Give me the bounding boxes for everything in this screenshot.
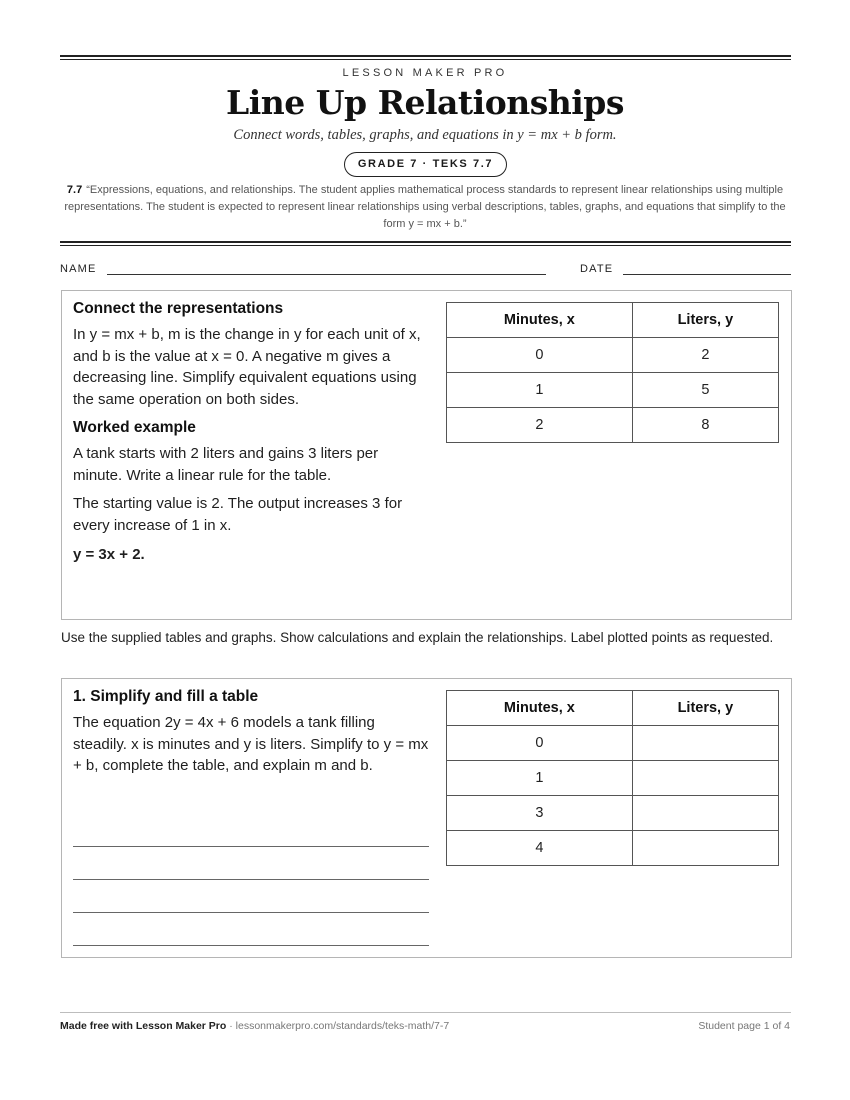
column-header-minutes: Minutes, x — [447, 691, 633, 726]
name-field[interactable] — [107, 274, 546, 275]
footer-url[interactable]: · lessonmakerpro.com/standards/teks-math/7-7 — [226, 1020, 450, 1032]
header-bottom-rule — [60, 241, 791, 246]
table-answer-cell[interactable] — [632, 761, 778, 796]
table-row — [447, 796, 779, 831]
table-answer-cell[interactable] — [632, 796, 778, 831]
problem-1-heading: 1. Simplify and fill a table — [73, 688, 259, 705]
instructions-text: Use the supplied tables and graphs. Show calculations and explain the relationships. Label plotted points as requested. — [61, 630, 774, 645]
table-cell-x: 0 — [447, 338, 633, 373]
answer-line[interactable] — [73, 912, 429, 913]
table-cell-x: 1 — [447, 761, 633, 796]
table-cell-x: 0 — [447, 726, 633, 761]
page-number: Student page 1 of 4 — [698, 1020, 790, 1032]
table-cell-x: 1 — [447, 373, 633, 408]
grade-badge: GRADE 7 · TEKS 7.7 — [344, 152, 507, 177]
table-cell-y: 5 — [632, 373, 778, 408]
date-label: DATE — [580, 263, 614, 275]
table-answer-cell[interactable] — [632, 726, 778, 761]
name-date-row — [60, 263, 791, 279]
table-row — [447, 831, 779, 866]
table-cell-x: 4 — [447, 831, 633, 866]
column-header-liters: Liters, y — [632, 691, 778, 726]
table-cell-x: 3 — [447, 796, 633, 831]
connect-heading: Connect the representations — [73, 300, 284, 317]
worked-example-answer: y = 3x + 2. — [73, 546, 145, 563]
worked-example-heading: Worked example — [73, 419, 196, 436]
table-row — [447, 761, 779, 796]
page-title: Line Up Relationships — [226, 83, 624, 122]
footer-credit — [60, 1020, 449, 1032]
date-field[interactable] — [623, 274, 791, 275]
footer-made-free: Made free with Lesson Maker Pro — [60, 1020, 227, 1032]
top-rule — [60, 55, 791, 60]
standard-description — [62, 182, 788, 233]
table-row — [447, 373, 779, 408]
connect-text: In y = mx + b, m is the change in y for each unit of x, and b is the value at x = 0. A negative m gives a decreasing line. Simplify equivalent equations using the same operation on both sides. — [73, 326, 421, 408]
standard-text: “Expressions, equations, and relationships. The student applies mathematical process standards to represent linear relationships using multiple representations. The student is expected to represent linear relationships using verbal descriptions, tables, graphs, and equations that simplify to the form y = mx + b.” — [64, 184, 786, 230]
table-row — [447, 408, 779, 443]
table-cell-x: 2 — [447, 408, 633, 443]
answer-line[interactable] — [73, 879, 429, 880]
column-header-liters: Liters, y — [632, 303, 778, 338]
name-label: NAME — [60, 263, 97, 275]
page-subtitle: Connect words, tables, graphs, and equations in y = mx + b form. — [233, 127, 617, 143]
answer-line[interactable] — [73, 945, 429, 946]
table-cell-y: 2 — [632, 338, 778, 373]
table-cell-y: 8 — [632, 408, 778, 443]
problem-1-table — [446, 690, 779, 866]
table-answer-cell[interactable] — [632, 831, 778, 866]
column-header-minutes: Minutes, x — [447, 303, 633, 338]
worked-example-text: A tank starts with 2 liters and gains 3 liters per minute. Write a linear rule for the table. — [73, 445, 379, 484]
standard-code: 7.7 — [66, 184, 83, 196]
brand-name: LESSON MAKER PRO — [342, 67, 508, 79]
problem-1-text: The equation 2y = 4x + 6 models a tank filling steadily. x is minutes and y is liters. Simplify to y = mx + b, complete the table, and explain m and b. — [73, 714, 429, 774]
connect-section — [61, 290, 792, 620]
footer-rule — [60, 1012, 791, 1013]
table-row — [447, 338, 779, 373]
example-table — [446, 302, 779, 443]
table-row — [447, 726, 779, 761]
worked-example-explanation: The starting value is 2. The output increases 3 for every increase of 1 in x. — [73, 495, 403, 534]
problem-1-section — [61, 678, 792, 958]
answer-line[interactable] — [73, 846, 429, 847]
